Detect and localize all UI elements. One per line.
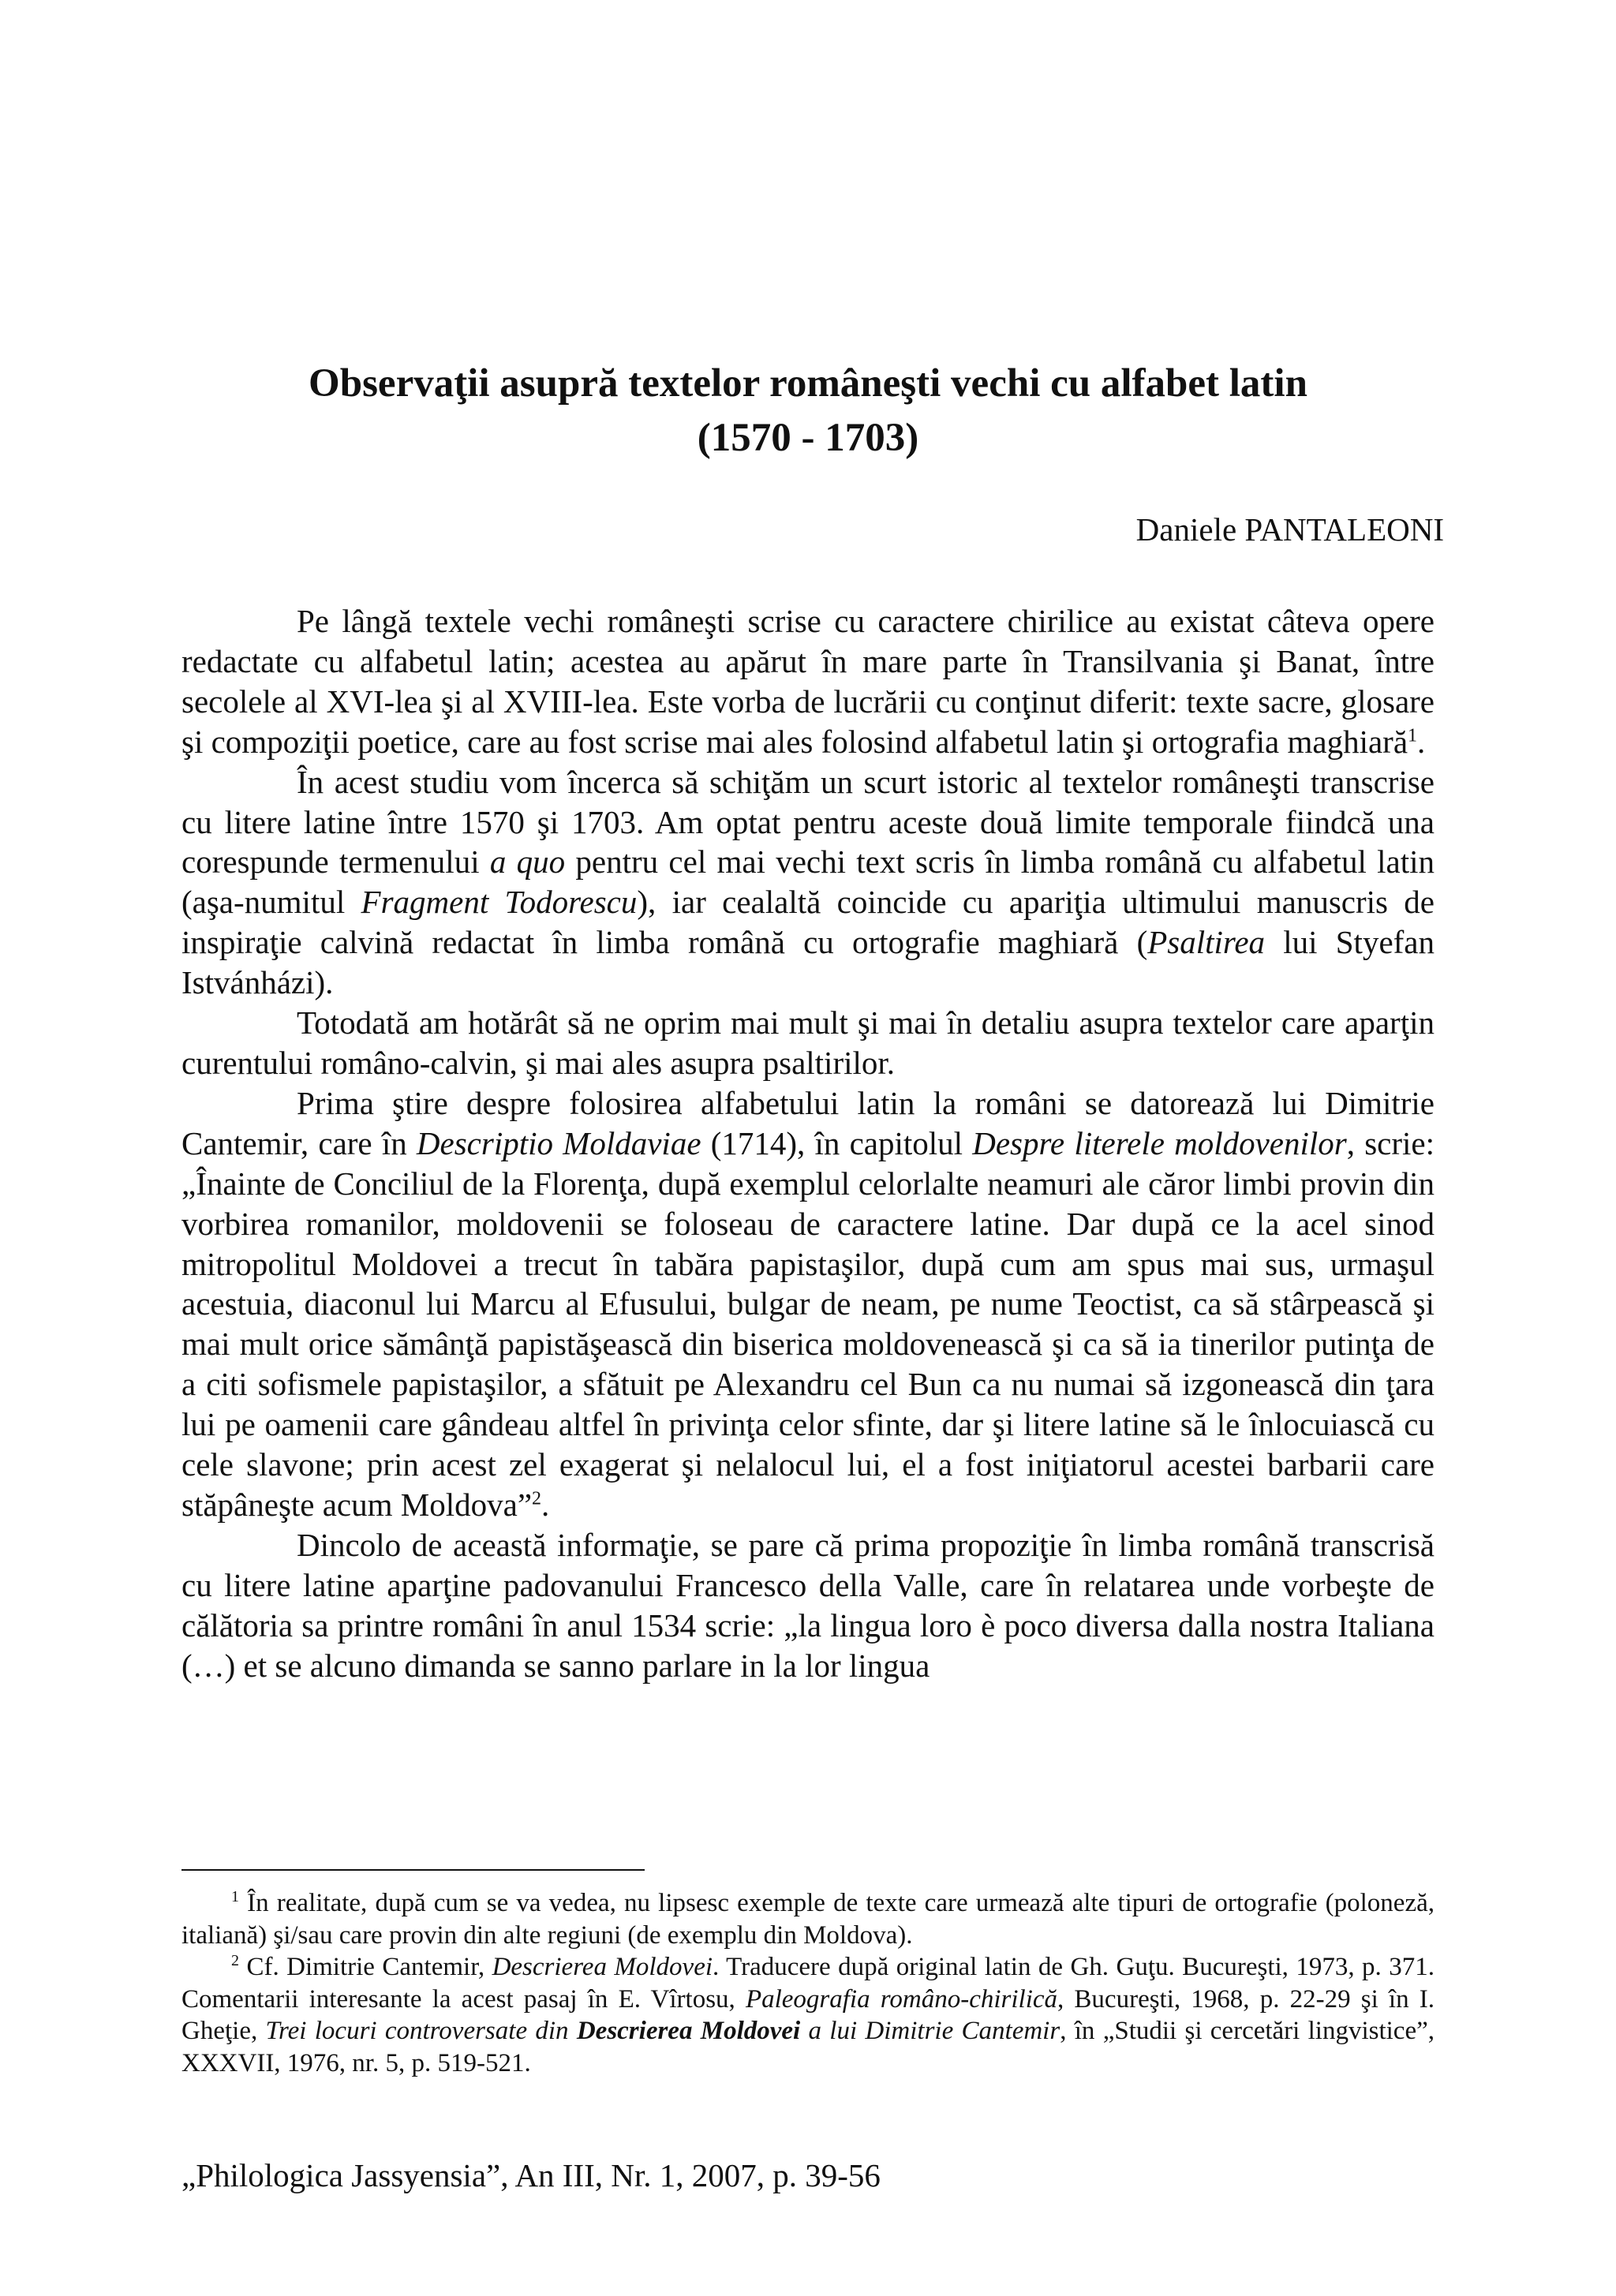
- footnote-number: 1: [231, 1888, 239, 1905]
- footnote-ref-2: 2: [532, 1488, 542, 1509]
- author-name: Daniele PANTALEONI: [1135, 511, 1444, 548]
- italic-title: Paleografia româno-chirilică: [745, 1984, 1058, 2014]
- paragraph-text: pentru cel mai vechi text scris în limba română cu alfabetul latin (aşa-numitul: [181, 843, 1435, 921]
- paragraph-4: [181, 1083, 1435, 1525]
- italic-title: Psaltirea: [1147, 924, 1266, 961]
- italic-title: Descrierea Moldovei: [492, 1953, 713, 1981]
- footnote-number: 2: [231, 1952, 239, 1969]
- paragraph-text: .: [541, 1486, 550, 1523]
- paragraph-text: lui Styefan Istvánházi).: [181, 924, 1435, 1001]
- paragraph-text: .: [1417, 723, 1426, 760]
- footnote-text: Cf. Dimitrie Cantemir,: [239, 1953, 492, 1981]
- journal-citation: „Philologica Jassyensia”, An III, Nr. 1, 2007, p. 39-56: [181, 2157, 881, 2193]
- footnotes: [181, 1887, 1435, 2079]
- article-title: [181, 357, 1435, 466]
- italic-title: Trei locuri controversate din: [265, 2017, 577, 2045]
- paragraph-1: [181, 601, 1435, 762]
- paragraph-text: ), iar cealaltă coincide cu apariţia ultimului manuscris de inspiraţie calvină redactat în limba română cu ortografie maghiară (: [181, 884, 1435, 961]
- italic-title: Fragment Todorescu: [361, 884, 638, 921]
- article-body: [181, 601, 1435, 1685]
- italic-title: Despre literele moldovenilor: [972, 1124, 1347, 1161]
- footnote-separator: [181, 1869, 645, 1871]
- italic-term: a quo: [489, 843, 566, 881]
- footnote-1: [181, 1887, 1435, 1951]
- paragraph-text: În acest studiu vom încerca să schiţăm un scurt istoric al textelor româneşti transcrise cu litere latine între 1570 şi 1703. Am optat pentru aceste două limite temporale fiindcă una corespunde termenului: [181, 763, 1435, 881]
- paragraph-text: , scrie: „Înainte de Conciliul de la Florenţa, după exemplul celorlalte neamuri ale căror limbi provin din vorbirea romanilor, moldovenii se foloseau de caractere latine. Dar după ce la acel sinod mitropolitul Moldovei a trecut în tabăra papistaşilor, după cum am spus mai sus, urmaşul acestuia, diaconul lui Marcu al Efusului, bulgar de neam, pe nume Teoctist, ca să stârpească şi mai mult orice sămânţă papistăşească din biserica moldovenească şi ca să ia tinerilor putinţa de a citi sofismele papistaşilor, a sfătuit pe Alexandru cel Bun ca nu numai să izgonească din ţara lui pe oamenii care gândeau altfel în privinţa celor sfinte, dar şi litere latine să le înlocuiască cu cele slavone; prin acest zel exagerat şi nelalocul lui, el a fost iniţiatorul acestei barbarii care stăpâneşte acum Moldova”: [181, 1124, 1435, 1523]
- italic-title: a lui Dimitrie Cantemir: [800, 2017, 1060, 2045]
- title-line-1: Observaţii asupră textelor româneşti vechi cu alfabet latin: [309, 361, 1307, 406]
- footnote-2: [181, 1951, 1435, 2079]
- footnote-text: . Traducere după original latin de Gh. Guţu. Bucureşti, 1973, p. 371. Comentarii interesante la acest pasaj în E. Vîrtosu,: [181, 1953, 1435, 2014]
- paragraph-text: (1714), în capitolul: [701, 1124, 973, 1161]
- paragraph-2: [181, 762, 1435, 1003]
- footnote-text: , în „Studii şi cercetări lingvistice”, XXXVII, 1976, nr. 5, p. 519-521.: [181, 2017, 1435, 2077]
- italic-title: Descriptio Moldaviae: [416, 1124, 701, 1161]
- footnote-text: În realitate, după cum se va vedea, nu lipsesc exemple de texte care urmează alte tipuri de ortografie (poloneză, italiană) şi/sau care provin din alte regiuni (de exemplu din Moldova).: [181, 1889, 1435, 1950]
- paragraph-3: Totodată am hotărât să ne oprim mai mult şi mai în detaliu asupra textelor care aparţin curentului româno-calvin, şi mai ales asupra psaltirilor.: [181, 1004, 1435, 1081]
- footnote-text: , Bucureşti, 1968, p. 22-29 şi în I. Gheţie,: [181, 1984, 1435, 2045]
- paragraph-text: Pe lângă textele vechi româneşti scrise cu caractere chirilice au existat câteva opere redactate cu alfabetul latin; acestea au apărut în mare parte în Transilvania şi Banat, între secolele al XVI-lea şi al XVIII-lea. Este vorba de lucrării cu conţinut diferit: texte sacre, glosare şi compoziţii poetice, care au fost scrise mai ales folosind alfabetul latin şi ortografia maghiară: [181, 603, 1435, 760]
- paragraph-text: Prima ştire despre folosirea alfabetului latin la români se datorează lui Dimitrie Cantemir, care în: [181, 1084, 1435, 1161]
- footnote-ref-1: 1: [1408, 725, 1418, 746]
- bold-italic-title: Descrierea Moldovei: [576, 2017, 801, 2045]
- title-line-2: (1570 - 1703): [697, 416, 919, 460]
- paragraph-5: Dincolo de această informaţie, se pare că prima propoziţie în limba română transcrisă cu litere latine aparţine padovanului Francesco della Valle, care în relatarea unde vorbeşte de călătoria sa printre români în anul 1534 scrie: „la lingua loro è poco diversa dalla nostra Italiana (…) et se alcuno dimanda se sanno parlare in la lor lingua: [181, 1526, 1435, 1684]
